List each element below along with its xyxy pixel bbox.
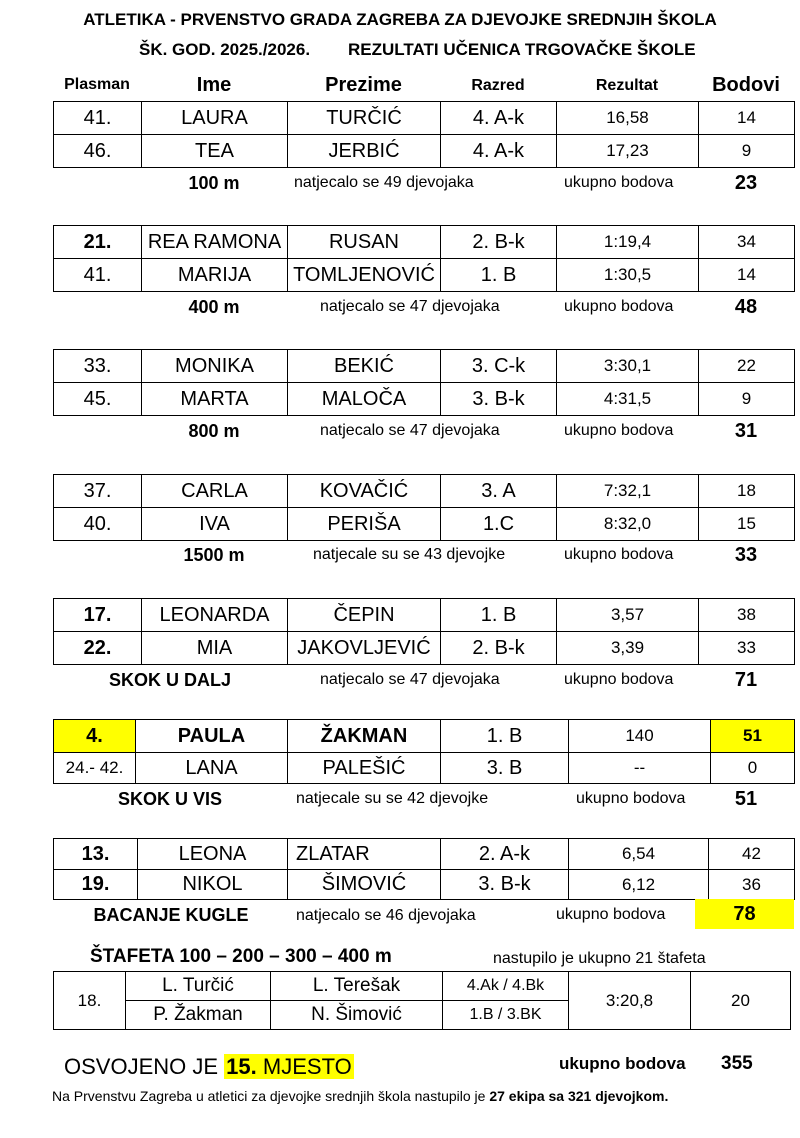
- points-cell: 36: [709, 870, 795, 900]
- placement-cell: 45.: [54, 383, 142, 416]
- placement-cell: 21.: [54, 226, 142, 259]
- last-name-cell: ŽAKMAN: [288, 720, 441, 753]
- result-cell: 3,39: [557, 632, 699, 665]
- table-row: [54, 383, 795, 416]
- final-placement-suffix: MJESTO: [262, 1054, 352, 1079]
- result-cell: 6,12: [569, 870, 709, 900]
- event-name: 800 m: [188, 421, 240, 441]
- first-name-cell: NIKOL: [138, 870, 288, 900]
- relay-result-cell: 3:20,8: [569, 972, 691, 1030]
- col-header-grade: Razred: [471, 77, 525, 94]
- results-table-800m: [53, 349, 795, 416]
- page-title: ATLETIKA - PRVENSTVO GRADA ZAGREBA ZA DJEVOJKE SREDNJIH ŠKOLA: [83, 10, 717, 29]
- relay-grades-cell: 4.Ak / 4.Bk: [443, 972, 569, 1001]
- placement-cell: 37.: [54, 475, 142, 508]
- total-label: ukupno bodova: [564, 174, 674, 191]
- first-name-cell: REA RAMONA: [142, 226, 288, 259]
- final-placement: [64, 1052, 354, 1082]
- table-row: [54, 972, 791, 1001]
- event-note: natjecalo se 47 djevojaka: [320, 671, 500, 688]
- first-name-cell: LEONA: [138, 839, 288, 870]
- result-cell: 1:19,4: [557, 226, 699, 259]
- total-label: ukupno bodova: [576, 790, 686, 807]
- total-label: ukupno bodova: [564, 422, 674, 439]
- first-name-cell: LAURA: [142, 102, 288, 135]
- table-row: [54, 475, 795, 508]
- event-name: 400 m: [188, 297, 240, 317]
- points-cell: 0: [711, 753, 795, 784]
- grade-cell: 3. B-k: [441, 870, 569, 900]
- placement-cell: 4.: [54, 720, 136, 753]
- col-header-last-name: Prezime: [325, 74, 402, 96]
- grade-cell: 2. A-k: [441, 839, 569, 870]
- result-cell: 140: [569, 720, 711, 753]
- last-name-cell: BEKIĆ: [288, 350, 441, 383]
- summary-bold: 27 ekipa sa 321 djevojkom.: [489, 1088, 669, 1104]
- first-name-cell: IVA: [142, 508, 288, 541]
- result-cell: 8:32,0: [557, 508, 699, 541]
- relay-table: [53, 971, 791, 1030]
- table-row: [54, 135, 795, 168]
- last-name-cell: PALEŠIĆ: [288, 753, 441, 784]
- last-name-cell: ZLATAR: [288, 839, 441, 870]
- result-cell: 4:31,5: [557, 383, 699, 416]
- last-name-cell: ŠIMOVIĆ: [288, 870, 441, 900]
- grade-cell: 1.C: [441, 508, 557, 541]
- final-placement-prefix: OSVOJENO JE: [64, 1054, 219, 1079]
- table-row: [54, 350, 795, 383]
- total-label: ukupno bodova: [564, 546, 674, 563]
- result-cell: --: [569, 753, 711, 784]
- grade-cell: 3. B-k: [441, 383, 557, 416]
- placement-cell: 19.: [54, 870, 138, 900]
- result-cell: 17,23: [557, 135, 699, 168]
- grade-cell: 3. C-k: [441, 350, 557, 383]
- results-table-long-jump: [53, 598, 795, 665]
- col-header-points: Bodovi: [712, 74, 780, 96]
- event-total: 78: [695, 899, 794, 929]
- event-name: 1500 m: [183, 545, 245, 565]
- points-cell: 9: [699, 383, 795, 416]
- event-total: 33: [734, 544, 758, 566]
- grade-cell: 2. B-k: [441, 632, 557, 665]
- last-name-cell: JERBIĆ: [288, 135, 441, 168]
- grade-cell: 1. B: [441, 259, 557, 292]
- first-name-cell: TEA: [142, 135, 288, 168]
- first-name-cell: MIA: [142, 632, 288, 665]
- event-total: 48: [734, 296, 758, 318]
- points-cell: 9: [699, 135, 795, 168]
- event-total: 71: [734, 669, 758, 691]
- first-name-cell: LEONARDA: [142, 599, 288, 632]
- summary-note: [52, 1088, 668, 1104]
- event-note: natjecalo se 47 djevojaka: [320, 422, 500, 439]
- grand-total: 355: [721, 1053, 753, 1074]
- grade-cell: 1. B: [441, 720, 569, 753]
- result-cell: 1:30,5: [557, 259, 699, 292]
- results-table-shot-put: [53, 838, 795, 900]
- result-cell: 6,54: [569, 839, 709, 870]
- table-row: [54, 259, 795, 292]
- last-name-cell: PERIŠA: [288, 508, 441, 541]
- relay-runner-cell: P. Žakman: [126, 1001, 271, 1030]
- grade-cell: 1. B: [441, 599, 557, 632]
- first-name-cell: LANA: [136, 753, 288, 784]
- col-header-placement: Plasman: [64, 76, 130, 93]
- placement-cell: 41.: [54, 102, 142, 135]
- results-table-1500m: [53, 474, 795, 541]
- points-cell: 15: [699, 508, 795, 541]
- placement-cell: 24.- 42.: [54, 753, 136, 784]
- relay-runner-cell: L. Turčić: [126, 972, 271, 1001]
- total-label: ukupno bodova: [556, 906, 666, 923]
- relay-points-cell: 20: [691, 972, 791, 1030]
- results-table-100m: [53, 101, 795, 168]
- placement-cell: 33.: [54, 350, 142, 383]
- relay-note: nastupilo je ukupno 21 štafeta: [493, 950, 706, 967]
- page-subtitle: REZULTATI UČENICA TRGOVAČKE ŠKOLE: [348, 40, 696, 59]
- table-row: [54, 753, 795, 784]
- placement-cell: 40.: [54, 508, 142, 541]
- points-cell: 14: [699, 259, 795, 292]
- table-row: [54, 102, 795, 135]
- final-placement-number: 15.: [226, 1054, 257, 1079]
- last-name-cell: RUSAN: [288, 226, 441, 259]
- grade-cell: 3. B: [441, 753, 569, 784]
- col-header-result: Rezultat: [595, 77, 659, 94]
- grade-cell: 4. A-k: [441, 102, 557, 135]
- school-year: ŠK. GOD. 2025./2026.: [139, 40, 311, 59]
- event-name: SKOK U VIS: [117, 789, 223, 809]
- first-name-cell: CARLA: [142, 475, 288, 508]
- first-name-cell: MONIKA: [142, 350, 288, 383]
- relay-runner-cell: L. Terešak: [271, 972, 443, 1001]
- placement-cell: 41.: [54, 259, 142, 292]
- placement-cell: 22.: [54, 632, 142, 665]
- table-row: [54, 870, 795, 900]
- relay-grades-cell: 1.B / 3.BK: [443, 1001, 569, 1030]
- first-name-cell: PAULA: [136, 720, 288, 753]
- points-cell: 22: [699, 350, 795, 383]
- grade-cell: 4. A-k: [441, 135, 557, 168]
- last-name-cell: MALOČA: [288, 383, 441, 416]
- result-cell: 16,58: [557, 102, 699, 135]
- event-name: BACANJE KUGLE: [93, 905, 249, 925]
- col-header-first-name: Ime: [196, 74, 232, 96]
- grade-cell: 2. B-k: [441, 226, 557, 259]
- placement-cell: 13.: [54, 839, 138, 870]
- relay-placement-cell: 18.: [54, 972, 126, 1030]
- event-note: natjecalo se 49 djevojaka: [294, 174, 474, 191]
- last-name-cell: JAKOVLJEVIĆ: [288, 632, 441, 665]
- relay-runner-cell: N. Šimović: [271, 1001, 443, 1030]
- points-cell: 51: [711, 720, 795, 753]
- result-cell: 7:32,1: [557, 475, 699, 508]
- total-label: ukupno bodova: [564, 298, 674, 315]
- result-cell: 3:30,1: [557, 350, 699, 383]
- last-name-cell: TURČIĆ: [288, 102, 441, 135]
- points-cell: 42: [709, 839, 795, 870]
- result-cell: 3,57: [557, 599, 699, 632]
- event-note: natjecalo se 46 djevojaka: [296, 907, 476, 924]
- event-note: natjecale su se 42 djevojke: [296, 790, 489, 807]
- table-row: [54, 508, 795, 541]
- placement-cell: 46.: [54, 135, 142, 168]
- relay-title: ŠTAFETA 100 – 200 – 300 – 400 m: [90, 946, 392, 967]
- placement-cell: 17.: [54, 599, 142, 632]
- grade-cell: 3. A: [441, 475, 557, 508]
- table-row: [54, 839, 795, 870]
- event-name: 100 m: [188, 173, 240, 193]
- table-row: [54, 720, 795, 753]
- event-total: 31: [734, 420, 758, 442]
- grand-total-label: ukupno bodova: [559, 1054, 686, 1073]
- last-name-cell: ČEPIN: [288, 599, 441, 632]
- table-row: [54, 632, 795, 665]
- last-name-cell: KOVAČIĆ: [288, 475, 441, 508]
- last-name-cell: TOMLJENOVIĆ: [288, 259, 441, 292]
- points-cell: 38: [699, 599, 795, 632]
- points-cell: 18: [699, 475, 795, 508]
- points-cell: 14: [699, 102, 795, 135]
- table-row: [54, 599, 795, 632]
- total-label: ukupno bodova: [564, 671, 674, 688]
- event-note: natjecalo se 47 djevojaka: [320, 298, 500, 315]
- results-table-high-jump: [53, 719, 795, 784]
- summary-text: Na Prvenstvu Zagreba u atletici za djevojke srednjih škola nastupilo je: [52, 1088, 486, 1104]
- event-total: 51: [734, 788, 758, 810]
- final-placement-highlight: [224, 1054, 354, 1079]
- table-row: [54, 226, 795, 259]
- event-total: 23: [734, 172, 758, 194]
- first-name-cell: MARTA: [142, 383, 288, 416]
- event-note: natjecale su se 43 djevojke: [313, 546, 506, 563]
- points-cell: 34: [699, 226, 795, 259]
- results-table-400m: [53, 225, 795, 292]
- points-cell: 33: [699, 632, 795, 665]
- first-name-cell: MARIJA: [142, 259, 288, 292]
- event-name: SKOK U DALJ: [108, 670, 231, 690]
